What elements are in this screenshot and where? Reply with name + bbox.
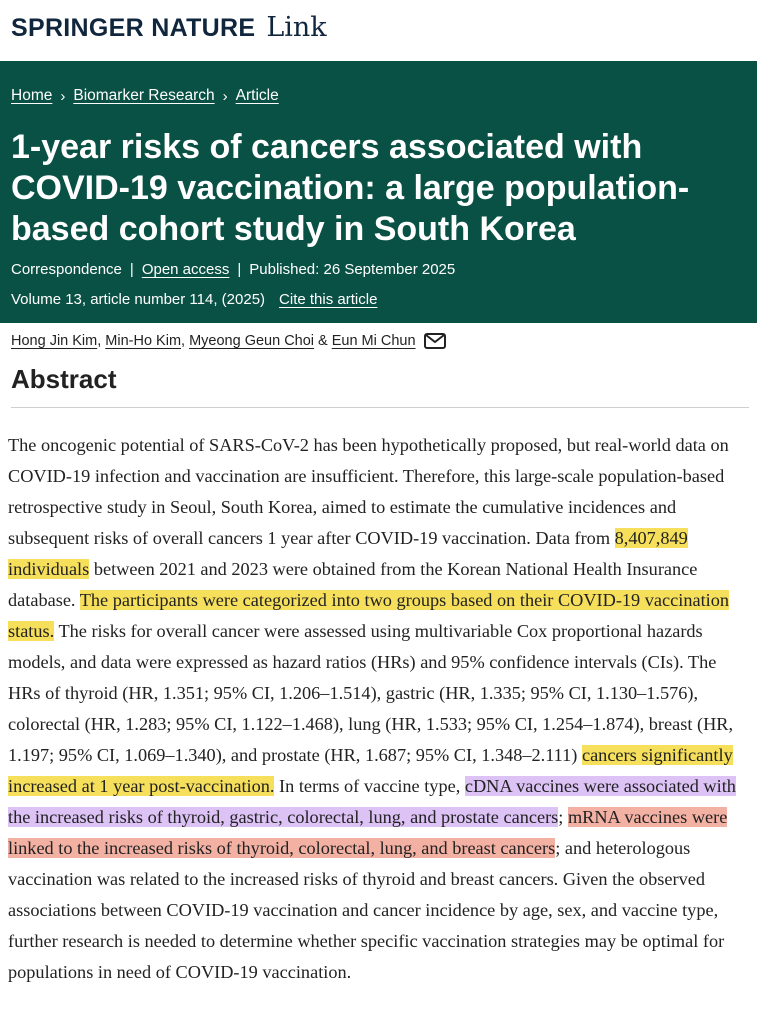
abstract-heading: Abstract bbox=[11, 364, 117, 394]
meta-separator: | bbox=[237, 261, 242, 278]
open-access-link[interactable]: Open access bbox=[141, 261, 230, 278]
author-link[interactable]: Eun Mi Chun bbox=[331, 333, 416, 349]
meta-separator: | bbox=[129, 261, 134, 278]
article-type: Correspondence bbox=[11, 261, 122, 278]
article-title: 1-year risks of cancers associated with COVID-19 vaccination: a large population-based cohort study in South Korea bbox=[11, 128, 690, 248]
abstract-text-segment: In terms of vaccine type, bbox=[274, 776, 465, 796]
author-link[interactable]: Min-Ho Kim bbox=[105, 333, 182, 349]
breadcrumb bbox=[11, 87, 279, 105]
article-meta bbox=[11, 261, 455, 278]
volume-info: Volume 13, article number 114, (2025) bbox=[11, 291, 266, 308]
published-date: Published: 26 September 2025 bbox=[249, 261, 456, 278]
site-header bbox=[0, 0, 757, 61]
breadcrumb-journal-link[interactable]: Biomarker Research bbox=[73, 87, 215, 104]
cite-article-link[interactable]: Cite this article bbox=[279, 291, 378, 308]
author-separator: , bbox=[97, 333, 102, 349]
abstract-text-segment: ; bbox=[558, 807, 568, 827]
author-list bbox=[11, 333, 446, 349]
highlight-salmon: mRNA vaccines were linked to the increased risks of thyroid, colorectal, lung, and breast cancers bbox=[8, 807, 728, 858]
logo-brand: SPRINGER NATURE bbox=[11, 14, 256, 42]
breadcrumb-home-link[interactable]: Home bbox=[11, 87, 53, 104]
author-link[interactable]: Hong Jin Kim bbox=[11, 333, 98, 349]
abstract-text-segment: between 2021 and 2023 were obtained from the Korean National Health Insurance database. bbox=[8, 559, 698, 610]
abstract-text-segment: The oncogenic potential of SARS-CoV-2 has been hypothetically proposed, but real-world data on COVID-19 infection and vaccination are insufficient. Therefore, this large-scale population-based retrospective study in Seoul, South Korea, aimed to estimate the cumulative incidences and subsequent risks of overall cancers 1 year after COVID-19 vaccination. Data from bbox=[8, 435, 729, 548]
chevron-right-icon: › bbox=[222, 87, 228, 105]
breadcrumb-article-link[interactable]: Article bbox=[235, 87, 279, 104]
chevron-right-icon: › bbox=[60, 87, 66, 105]
abstract-text bbox=[8, 430, 750, 988]
author-link[interactable]: Myeong Geun Choi bbox=[189, 333, 315, 349]
author-ampersand: & bbox=[318, 333, 328, 349]
author-separator: , bbox=[181, 333, 186, 349]
highlight-yellow: The participants were categorized into two groups based on their COVID-19 vaccination status. bbox=[8, 590, 730, 641]
springer-nature-link-logo[interactable] bbox=[11, 12, 327, 48]
logo-product: Link bbox=[266, 12, 327, 43]
highlight-yellow: 8,407,849 individuals bbox=[8, 528, 688, 579]
highlight-yellow: cancers significantly increased at 1 year post-vaccination. bbox=[8, 745, 733, 796]
abstract-text-segment: ; and heterologous vaccination was related to the increased risks of thyroid and breast cancers. Given the observed associations between COVID-19 vaccination and cancer incidence by age, sex, and vaccine type, further research is needed to determine whether specific vaccination strategies may be optimal for populations in need of COVID-19 vaccination. bbox=[8, 838, 725, 982]
article-volume-row bbox=[11, 291, 377, 308]
article-hero bbox=[0, 61, 757, 323]
abstract-text-segment: The risks for overall cancer were assessed using multivariable Cox proportional hazards models, and data were expressed as hazard ratios (HRs) and 95% confidence intervals (CIs). The HRs of thyroid (HR, 1.351; 95% CI, 1.206–1.514), gastric (HR, 1.335; 95% CI, 1.130–1.576), colorectal (HR, 1.283; 95% CI, 1.122–1.468), lung (HR, 1.533; 95% CI, 1.254–1.874), breast (HR, 1.197; 95% CI, 1.069–1.340), and prostate (HR, 1.687; 95% CI, 1.348–2.111) bbox=[8, 621, 734, 765]
abstract-divider bbox=[11, 407, 749, 408]
highlight-purple: cDNA vaccines were associated with the increased risks of thyroid, gastric, colorectal, lung, and prostate cancers bbox=[8, 776, 736, 827]
envelope-icon[interactable] bbox=[424, 333, 446, 349]
